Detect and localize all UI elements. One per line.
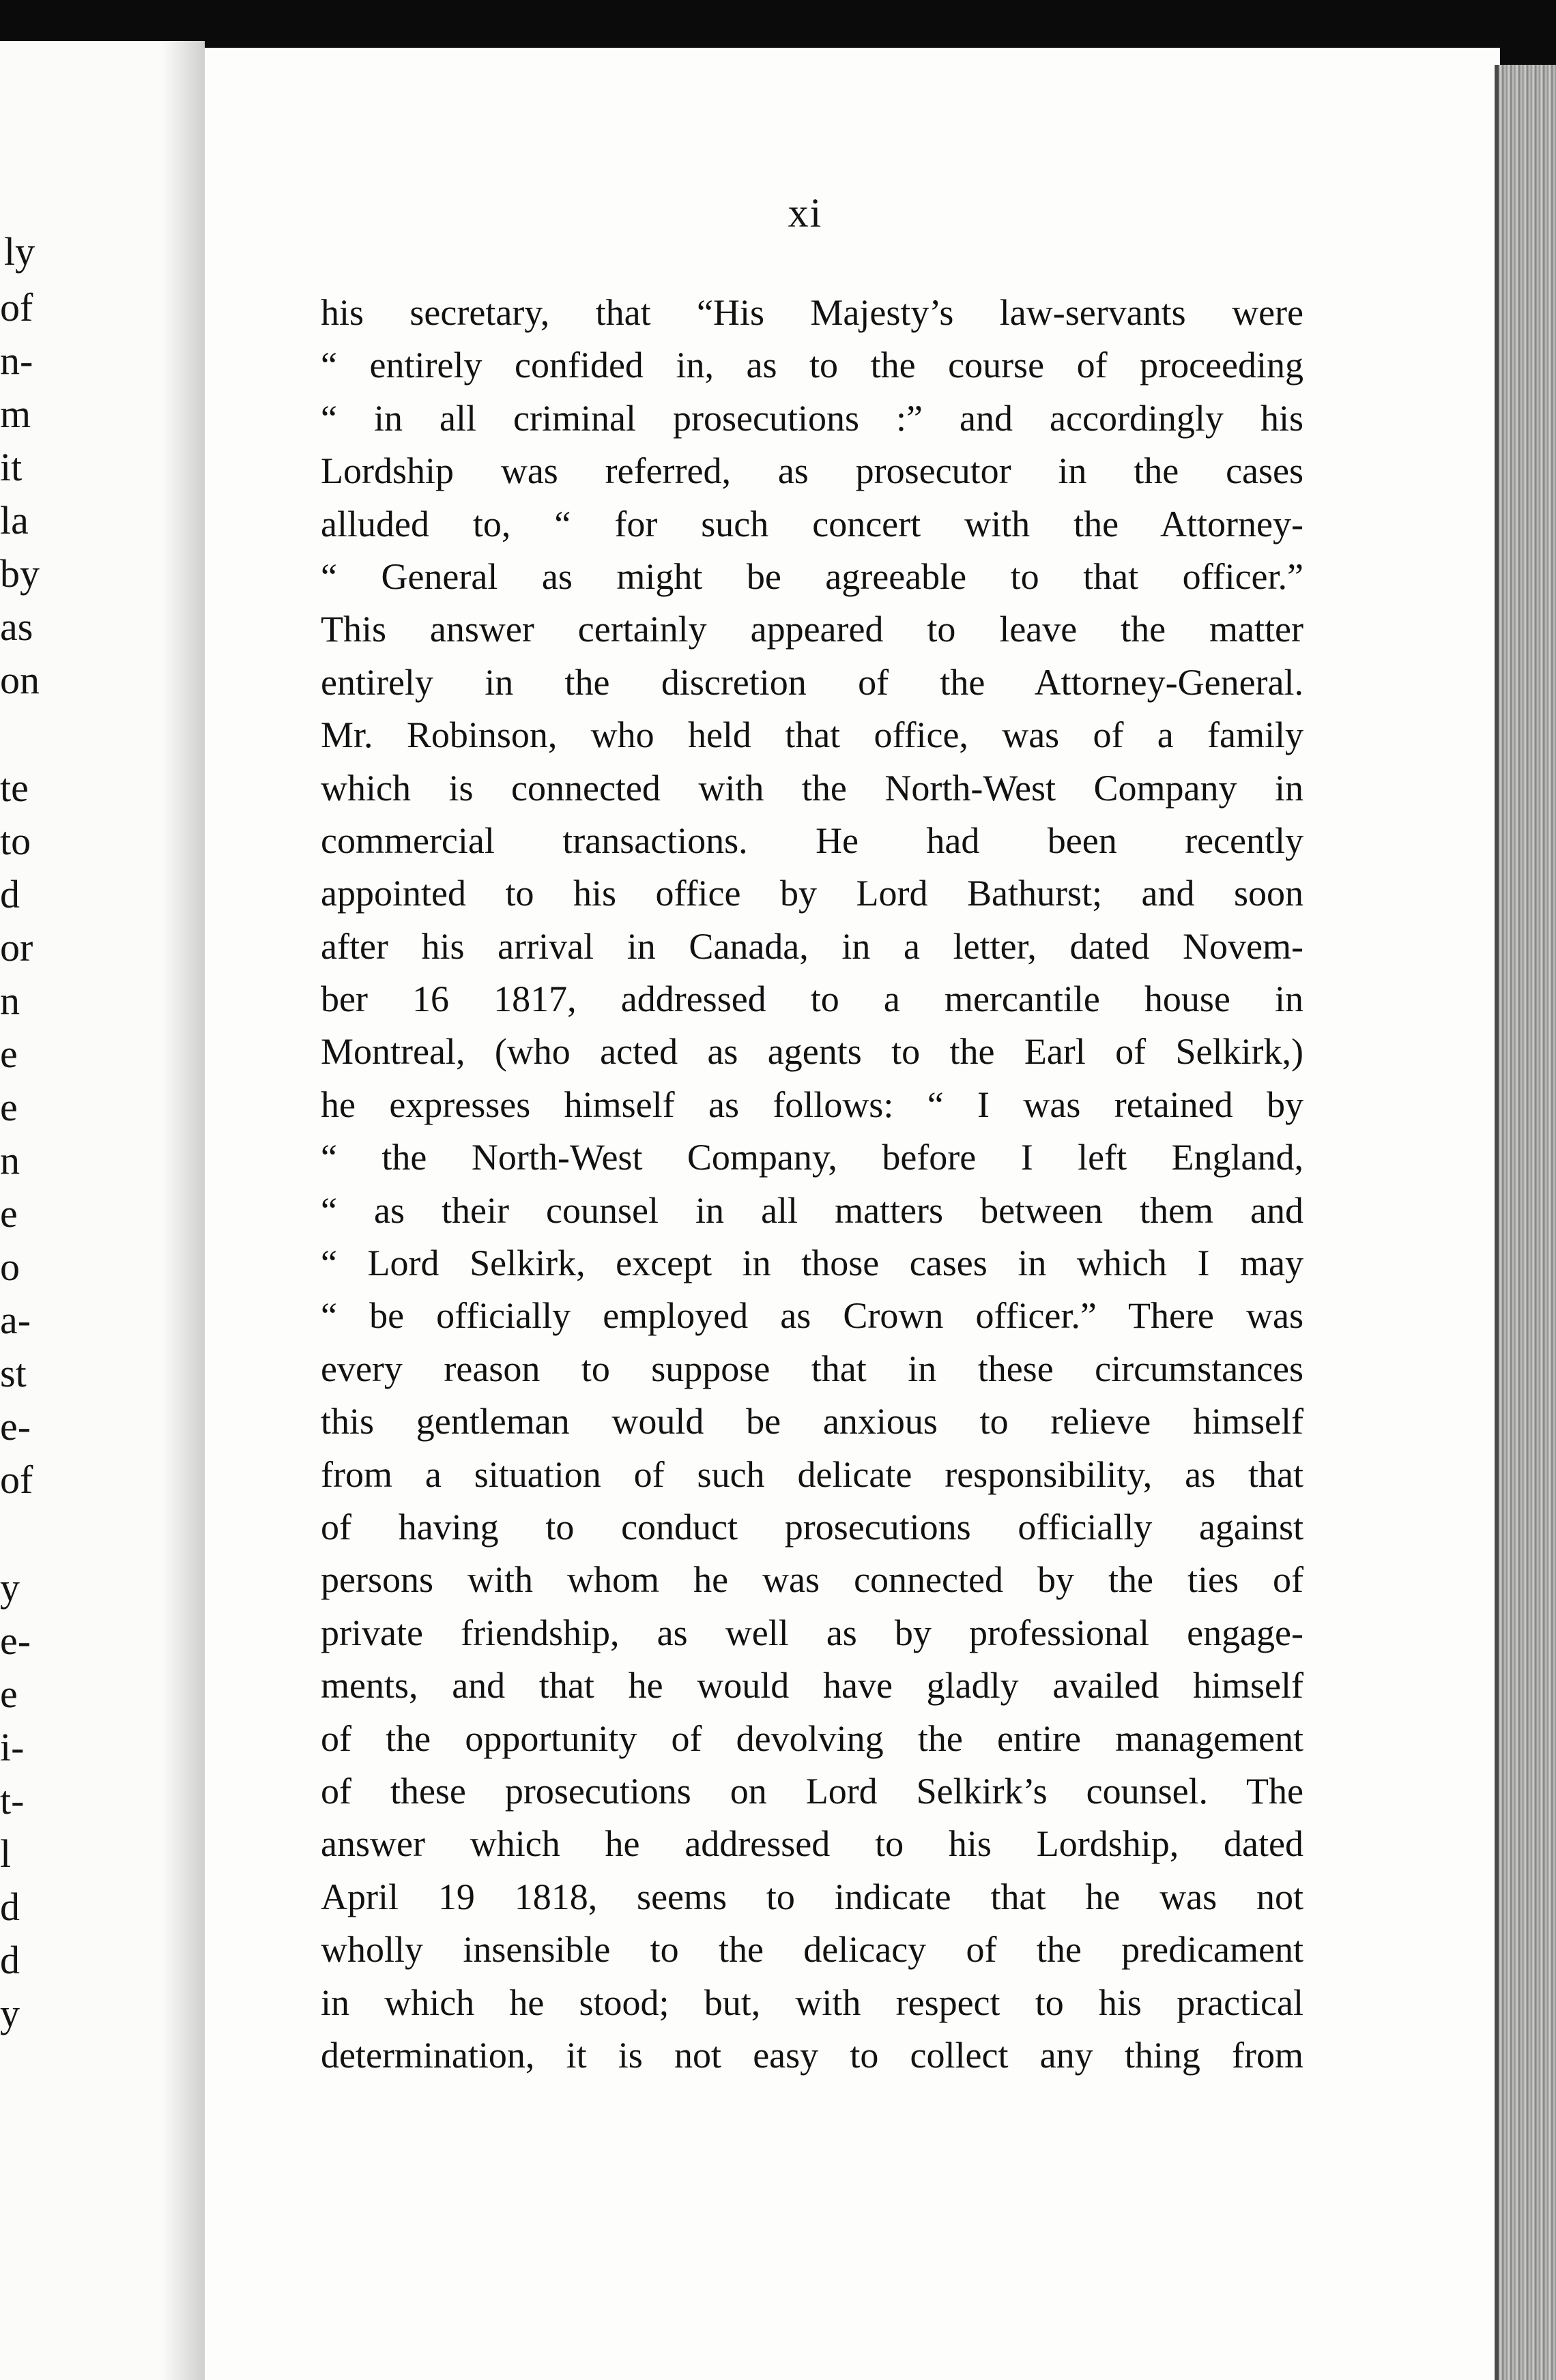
text-line: alluded to, “ for such concert with the Attorney- [321,503,1303,545]
text-line: Montreal, (who acted as agents to the Earl of Selkirk,) [321,1031,1303,1073]
facing-fragment: e- [0,1404,31,1449]
text-line: of the opportunity of devolving the entire management [321,1717,1303,1759]
facing-fragment: i- [0,1725,25,1769]
text-line: in which he stood; but, with respect to his practical [321,1982,1303,2023]
text-line: which is connected with the North-West Company in [321,767,1303,809]
facing-fragment: as [0,605,33,649]
text-line: “ General as might be agreeable to that officer.” [321,555,1303,597]
text-line: he expresses himself as follows: “ I was retained by [321,1084,1303,1125]
text-line: after his arrival in Canada, in a letter, dated Novem- [321,925,1303,967]
facing-fragment: st [0,1351,27,1395]
book-gutter [162,41,205,2380]
text-line: “ in all criminal prosecutions :” and accordingly his [321,397,1303,439]
text-line: “ Lord Selkirk, except in those cases in which I may [321,1243,1303,1284]
facing-fragment: or [0,925,33,970]
facing-fragment: t- [0,1778,25,1823]
text-line: determination, it is not easy to collect any thing from [321,2034,1303,2076]
facing-fragment: e [0,1672,18,1716]
facing-fragment: d [0,1938,20,1982]
text-line: commercial transactions. He had been recently [321,819,1303,861]
text-line: appointed to his office by Lord Bathurst; and soon [321,873,1303,914]
facing-fragment: te [0,766,29,810]
facing-fragment: to [0,819,31,863]
text-line: answer which he addressed to his Lordship, dated [321,1823,1303,1865]
facing-fragment: m [0,392,31,436]
text-line: “ be officially employed as Crown officer.” There was [321,1295,1303,1337]
text-line: private friendship, as well as by professional engage- [321,1612,1303,1653]
facing-fragment: n [0,1138,20,1182]
text-line: every reason to suppose that in these circumstances [321,1348,1303,1389]
text-line: ber 16 1817, addressed to a mercantile house in [321,978,1303,1020]
text-line: wholly insensible to the delicacy of the predicament [321,1929,1303,1971]
text-line: Lordship was referred, as prosecutor in the cases [321,450,1303,492]
text-line: his secretary, that “His Majesty’s law-servants were [321,292,1303,333]
text-line: of having to conduct prosecutions officially against [321,1506,1303,1548]
facing-fragment: e [0,1085,18,1129]
facing-fragment: o [0,1245,20,1289]
text-line: from a situation of such delicate responsibility, as that [321,1453,1303,1495]
page-number: xi [788,190,823,235]
text-line: This answer certainly appeared to leave the matter [321,609,1303,650]
text-line: Mr. Robinson, who held that office, was of a family [321,714,1303,756]
text-line: “ as their counsel in all matters between them and [321,1189,1303,1231]
facing-fragment: y [0,1991,20,2035]
facing-fragment: e [0,1191,18,1236]
facing-fragment: a- [0,1298,31,1342]
facing-fragment: of [0,285,33,330]
body-text [321,287,1303,2082]
text-line: April 19 1818, seems to indicate that he was not [321,1876,1303,1917]
facing-fragment: on [0,658,40,702]
text-line: entirely in the discretion of the Attorney-General. [321,661,1303,703]
text-line: persons with whom he was connected by the ties of [321,1559,1303,1601]
facing-fragment: of [0,1457,33,1502]
facing-fragment: n [0,978,20,1023]
facing-fragment: y [0,1565,20,1610]
text-line: “ entirely confided in, as to the course of proceeding [321,345,1303,386]
facing-fragment: la [0,498,29,542]
facing-fragment: d [0,872,20,916]
text-line: of these prosecutions on Lord Selkirk’s counsel. The [321,1770,1303,1812]
facing-fragment: by [0,551,40,596]
facing-fragment: e- [0,1619,31,1663]
text-line: this gentleman would be anxious to relieve himself [321,1401,1303,1442]
text-line: “ the North-West Company, before I left England, [321,1137,1303,1178]
facing-fragment: it [0,445,23,489]
facing-fragment: e [0,1032,18,1076]
facing-fragment: ly [4,229,35,274]
page-block-edge [1499,65,1556,2380]
text-line: ments, and that he would have gladly availed himself [321,1665,1303,1707]
facing-fragment: d [0,1885,20,1929]
facing-fragment: n- [0,338,33,383]
facing-fragment: l [0,1831,12,1876]
